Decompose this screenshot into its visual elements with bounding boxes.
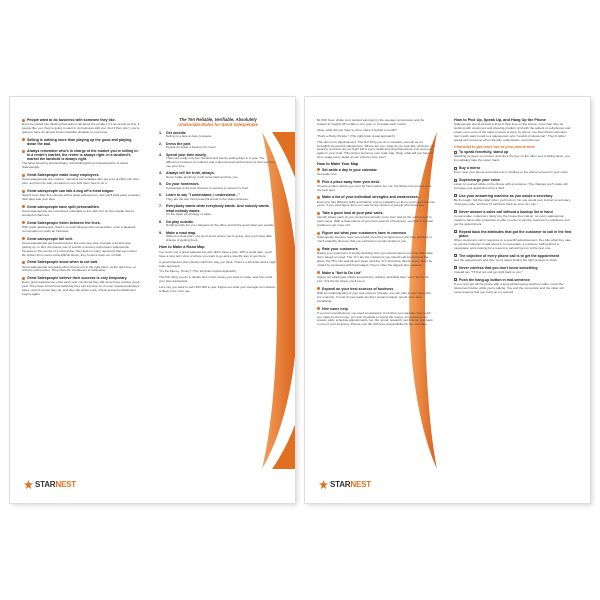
rule-heading-text: Go play outside. (166, 219, 194, 224)
document-page-right (305, 97, 590, 503)
bullet-section (454, 166, 572, 175)
bullet-heading-text: To speak forcefully, stand up (459, 150, 509, 155)
bullet-section (317, 271, 435, 284)
rule-heading-text: Get outside (166, 130, 186, 135)
bullet-heading-text: Rate your customers (322, 247, 358, 252)
bullet-heading-text: Great Salespeople make lousy employees. (27, 173, 100, 178)
bullet-section (22, 205, 140, 218)
rule-number: 5. (159, 182, 162, 187)
bullet-section (22, 118, 140, 135)
bullet-dot-icon (317, 287, 320, 290)
rules-title-line1: The Ten Reliable, Verifiable, Absolutely (179, 117, 257, 122)
rule-item (159, 171, 277, 179)
roadmap-paragraph: I've never met a great salesperson who didn't have a plan. With a good plan, you'll have a long term view of where you want to go and a specific way to get there. (159, 249, 272, 258)
bullet-body: If you feel overwhelmed, you need an assistant. And when you calculate how much you make by the house, you won't hesitate to spend the money. An assistant can answer calls, schedule appointments, fax, file, email, research, get listings, and keep on top of your inventory. Picture your life with less responsibility for the mundane. (317, 310, 433, 327)
rule-number: 7. (159, 204, 162, 209)
bullet-section (317, 247, 435, 268)
bullet-heading-text: Make a list of your individual strengths and weaknesses... (322, 195, 421, 200)
bullet-section (22, 173, 140, 186)
bullet-heading (454, 230, 572, 238)
bullet-heading (317, 195, 435, 199)
rule-number: 4. (159, 171, 162, 176)
roadmap-paragraphs (159, 251, 277, 294)
rule-body: There are really only two hundred and twenty selling days in a year. The difference between a mediocre and a phenomenal performance is how well you use your time. (166, 155, 275, 168)
bullet-section (22, 138, 140, 146)
bullet-heading-text: Push the hang-up button in mid-sentence (459, 277, 530, 282)
bullet-heading-text: Always remember who's in charge of the market you're selling in. In a renter's market, the renter is always right. In a landlord's market the landlord is always right. (27, 149, 139, 162)
bullet-dot-icon (22, 205, 25, 208)
bullet-dot-icon (317, 168, 320, 171)
bullet-dot-icon (22, 221, 25, 224)
bullet-body: In real estate, customers rarely buy the house they call on, so every salesperson needs to have other properties to offer in order to win the customer's confidence and get the appointment. (454, 214, 570, 226)
bullet-heading-text: Expand on your best sources of business (322, 286, 394, 291)
rule-body: Selling is a face-to-face business. (166, 133, 213, 138)
rule-body: Without a clear plan, you won't know where you're going, and you'll have little chance of getting there. (166, 233, 272, 242)
bullet-dot-icon (22, 119, 25, 122)
roadmap-paragraph: The first thing you do is decide how much money you want to make, and then work your plan backwards. (159, 275, 273, 284)
rule-body: Knowledge is the best shortcut to earning a customer's trust. (166, 185, 249, 190)
intro-paragraph: "Paint a Pretty Picture." (The right-brain visual approach) (317, 133, 395, 138)
bullet-heading-text: Figure out what your customers have in common (322, 231, 407, 236)
rule-heading-text: Do your homework. (166, 182, 200, 187)
bullet-body: Great salespeople are sometimes miserable to live with, but on the outside they're wonderful charmers. (22, 209, 135, 217)
rule-number: 2. (159, 141, 162, 146)
rules-title-line2: Undeniable Rules for Great Salespeople (178, 121, 258, 127)
bullet-section (317, 287, 435, 304)
rule-number: 9. (159, 230, 162, 235)
bullet-heading-text: Never answer a sales call without a backup list in hand (459, 210, 553, 215)
bullet-body: The Most Amazing, Extraordinary, and Distinguishing Characteristics of Great Salespeople: (22, 161, 128, 170)
rule-body: People do judge a book by its cover! (166, 144, 216, 149)
bullet-heading (22, 260, 140, 264)
bullet-section (317, 307, 435, 328)
roadmap-title: How to Make a Road Map (159, 245, 205, 250)
bullet-dot-icon (317, 232, 320, 235)
bullet-body: Instead say, "I'll find out and get right back to you." (454, 269, 523, 274)
bullet-dot-icon (317, 196, 320, 199)
bullet-body: Every great salesperson ends each year convinced they will never have another good year. They have a hard time believing they can improve on or even repeat yesterday's sales, until of course they do, and then the whole cycle of fear and accomplishment begins again. (22, 280, 140, 297)
bullet-dot-icon (317, 180, 320, 183)
rule-heading-text: Always tell the truth, always. (166, 171, 215, 176)
rule-heading-text: Dress the part. (166, 141, 192, 146)
bullet-section (454, 230, 572, 251)
bullet-heading-text: People want to do business with someone they like. (27, 118, 116, 122)
bullet-section (317, 180, 435, 193)
rule-number: 1. (159, 130, 162, 135)
intro-paragraphs (317, 119, 435, 160)
bullet-section (317, 211, 435, 228)
bullet-heading-text: Take a good look at your past sales. (322, 211, 384, 216)
bullet-heading-text: Use your answering machine as you would a secretary (459, 194, 553, 199)
bullet-heading-text: Make a "Not to Do List" (322, 270, 362, 275)
bullet-heading-text: Great Salespeople know when to cut bait. (27, 260, 98, 265)
rule-heading-text: Make a road map. (166, 230, 197, 235)
rule-item (159, 131, 277, 139)
logo-nest-text: NEST (55, 480, 76, 489)
rule-number: 3. (159, 152, 162, 157)
checklist-title: Checklist to get more out of your phone time (454, 144, 535, 149)
rule-body: They are the two most powerful words in the sales business. (166, 196, 249, 201)
rule-heading-text: Everybody wants what everybody wants. And nobody wants what nobody wants. (166, 204, 269, 213)
intro-paragraph: $1,500. Now, divide your desired earnings by the average commission and the answer is roughly 48 rentals in one year, or 4 rentals each month. (317, 118, 425, 126)
rule-item (159, 193, 277, 201)
left-column-a (22, 118, 140, 300)
bullet-section (22, 260, 140, 273)
starnest-logo (24, 480, 76, 489)
rule-item (159, 231, 277, 243)
bullet-section (317, 231, 435, 244)
bullet-body: Salespeople become more successful once they've figured out who they sell best to. You'll probably discover that you sell best to people similar to you. (317, 235, 433, 244)
right-column-a (317, 118, 435, 330)
rule-heading-text: Spend your time wisely. (166, 152, 207, 157)
bullet-section (454, 266, 572, 275)
bullet-body: When customers call in response to a specific advertisement, they like what they saw, so get the customer to talk about it. In real estate, a customer calling about a newspaper ad is looking for a reason to call and get on to the next one. (454, 238, 572, 250)
rule-number: 6. (159, 193, 162, 198)
checkbox-icon (454, 179, 457, 182)
bullet-body: Standing up gives you power, and since the guy on the other end is sitting down, you immediately take the upper hand. (454, 154, 570, 163)
intro-paragraph: Okay, what will you have to do to make 4 rentals a month? (317, 127, 397, 132)
bullet-dot-icon (22, 150, 25, 153)
bullet-heading-text: Repeat back the attributes that got the customer to call in the first place. (459, 229, 572, 238)
bullet-heading (317, 307, 435, 311)
bullet-body: Spend more than five minutes with a great salesperson, and you'll walk away amazing their idea was your idea. (22, 193, 140, 201)
bullet-body: With an understanding of your real sources of leads, you can plan to your strengths. For example, if most of your leads are from social contacts, spend more time socializing. (317, 290, 432, 303)
logo-star-text: STAR (35, 480, 56, 489)
rule-number: 8. (159, 219, 162, 224)
rule-item (159, 182, 277, 190)
bullet-section (22, 237, 140, 258)
bullet-heading-text: Great salespeople fail well. (27, 236, 73, 241)
bullet-body: Great salespeople get knocked down like everyone else, but take a lot less time getting up. In fact, the lowest rule of suicide is among mainstream salespeople because in the course of a normal day, they field so many rejections that even when life strikes them some extra difficult blows, they bounce back out of habit. (22, 240, 137, 257)
bullet-dot-icon (22, 237, 25, 240)
bullet-body: Don't be misled into thinking that sales is all about the product. It's as simple as this, if people like you; they're going to want to do business with you. And if they don't, you're going to have an almost insurmountable obstacle to overcome. (22, 122, 140, 134)
bullet-body: With great salespeople, there's no such thing as idle conversation, even a pleasant conversation is really an interview. (22, 224, 136, 233)
rule-item (159, 142, 277, 150)
bullet-body: Everyone has different skills and talents, and to capitalize on them you'll need to know yours. If you can't figure them out, ask for the opinion of people who know you. (317, 199, 435, 208)
bullet-heading-text: The objective of every phone call is to get the appointment (459, 253, 560, 258)
bullet-heading-text: Buy a mirror (459, 166, 481, 171)
checkbox-icon (454, 230, 457, 233)
bullet-section (454, 150, 572, 163)
checkbox-icon (454, 151, 457, 154)
bullet-heading-text: Selling is nothing more than playing up the good and playing down the bad. (27, 137, 132, 146)
bullet-dot-icon (317, 307, 320, 310)
bullet-dot-icon (22, 277, 25, 280)
checkbox-icon (454, 254, 457, 257)
logo-wordmark (330, 480, 371, 489)
rule-heading-text: Learn to say "I understand, I understand..." (166, 193, 240, 198)
bullet-body: If you can't get off the phone with a long-winded going-nowhere caller, press the disconnect button while you're talking. You end the connection and the caller will never suspect that you hung up on yourself. (454, 281, 564, 294)
bullet-heading-text: Set aside a day in your calendar. (322, 167, 378, 172)
bullet-body: Rating your customers is simply deciding who you should spend your time with. Rate them based on need. The "A"s are the customers you should call tomorrow at the latest, the "B"s can wait till next week, and the "C"s should be thrown away. Don't be misled by customers with big budgets; they're often the biggest time wasters. (317, 251, 433, 267)
bullet-section (454, 194, 572, 207)
steps-list (317, 168, 435, 328)
bullet-heading (22, 149, 140, 161)
bullet-heading-text: Never confess that you don't know something (459, 265, 538, 270)
bullet-body: Figure out which past efforts amounted to nothing, and label them your "Not to Do List." Put the list where you'll see it. (317, 274, 429, 283)
logo-wordmark (35, 480, 76, 489)
bullet-heading (22, 138, 140, 146)
bullet-body: Choose a place where you can't be interrupted. For me, the library has proven to be the best spot. (317, 183, 432, 192)
checkbox-icon (454, 167, 457, 170)
rule-body: Never fudge anything; it will come back and bite you. (166, 174, 239, 179)
bullet-dot-icon (22, 138, 25, 141)
bullet-section (22, 276, 140, 297)
rule-item (159, 153, 277, 169)
document-page-left (10, 97, 295, 503)
bullet-section (454, 178, 572, 191)
bullet-body: Listen to yourself while on the phone with a customer. The changes you'll make will increase your appointment by a third. (454, 182, 568, 191)
logo-nest-text: NEST (350, 480, 371, 489)
steps-title: How to Make Your Map (317, 162, 359, 167)
bullet-heading-text: Great Salespeople believe their success is only temporary. (27, 276, 128, 281)
checkbox-icon (454, 278, 457, 281)
bullet-section (22, 221, 140, 234)
bullet-heading-text: Pick a place away from your desk. (322, 179, 381, 184)
checkbox-icon (454, 266, 457, 269)
bullet-section (454, 278, 572, 295)
bullet-dot-icon (22, 261, 25, 264)
bullet-dot-icon (317, 271, 320, 274)
bullet-section (22, 189, 140, 202)
bullet-dot-icon (317, 212, 320, 215)
roadmap-paragraph: Let's say you want to earn $72,000 a year. Figure out what your average commission is likely to be, let's use (159, 285, 276, 294)
bullet-heading-text: Supercharge your voice (459, 178, 500, 183)
bullet-section (317, 168, 435, 177)
logo-star-text: STAR (330, 480, 351, 489)
roadmap-paragraph: "It's the Money, Honey!" (The left-brain logical approach) (159, 269, 237, 274)
bullet-section (22, 149, 140, 170)
bullet-heading-text: Great Salespeople listen between the lines. (27, 220, 101, 225)
bullet-body: Identify where each of your customers actually come from and jot the source next to each name. With a clear picture of your best sources of business, you'll be in a better position to get more of it. (317, 215, 434, 228)
bullet-body: Put it near your phone and smile into it. Smiling on the phone is heard in your voice. (454, 170, 569, 175)
star-icon (319, 480, 328, 489)
intro-paragraph: This plan is for daydreamers. The first thing you do is visualize yourself as an incredibly successful salesperson. Where are you, what do you look like, what are you wearing, and how do you feel? Fill in every detail and plug that picture over and over again in your mind. This picture becomes your road map. Okay, what will you have to do to make every detail of your picture come true? (317, 139, 435, 160)
bullet-heading-text: Great salespeople can talk a dog off a meat wagon. (27, 189, 115, 193)
rule-body: It's the basic psychology of sales. (166, 211, 212, 216)
bullet-section (317, 195, 435, 208)
phone-intro: Salespeople spend at least a third of their time on the phone, more than they do working with customers and showing product. And with the advent of cell phones and email, even more of the sales process is done by phone. I've found that customers don't really want to talk to a salesperson who "sounds professional." They'd rather speak with someone who's friendly, enthusiastic, and informed. (454, 122, 571, 143)
bullet-body: Be thorough: Tell the caller when you'll return. No one would ever instruct a secretary, "If anyone calls, tell them I'll call them back as soon as I can." (454, 198, 571, 207)
bullet-body: Get the appointment and then worry about finding the right product to show. (454, 257, 558, 262)
bullet-body: Set aside now. (317, 171, 338, 176)
rule-body: Nothing really fun ever happens at the office and all the good ideas are outside. (166, 222, 275, 227)
rule-item (159, 220, 277, 228)
star-icon (24, 480, 33, 489)
bullet-section (454, 254, 572, 263)
phone-title: How to Pick Up, Speak Up, and Hang Up the Phone (454, 118, 546, 122)
checklist (454, 150, 572, 294)
bullet-dot-icon (317, 248, 320, 251)
bullet-section (454, 210, 572, 227)
bullet-dot-icon (22, 190, 25, 193)
rules-list (159, 131, 277, 243)
bullet-body: Great salespeople recognize when they're not in the right place, at the right time, or with the right person. They have the confidence to walk away. (22, 264, 136, 273)
checkbox-icon (454, 210, 457, 213)
bullet-dot-icon (22, 174, 25, 177)
bullet-heading-text: Great salespeople have split personalities. (27, 204, 100, 209)
rule-item (159, 204, 277, 216)
left-column-b (159, 118, 277, 296)
bullet-heading-text: Hire some help (322, 306, 348, 311)
right-column-b (454, 118, 572, 298)
checkbox-icon (454, 194, 457, 197)
starnest-logo (319, 480, 371, 489)
roadmap-paragraph: A good business plan should match the way you think. There's a left-brain and a right-brain approach. (159, 259, 277, 268)
bullet-body: Great salespeople are creative, maverick personalities who put a lot of effort into their jobs, and then do well, provided no one tells them how to do it. (22, 177, 139, 186)
